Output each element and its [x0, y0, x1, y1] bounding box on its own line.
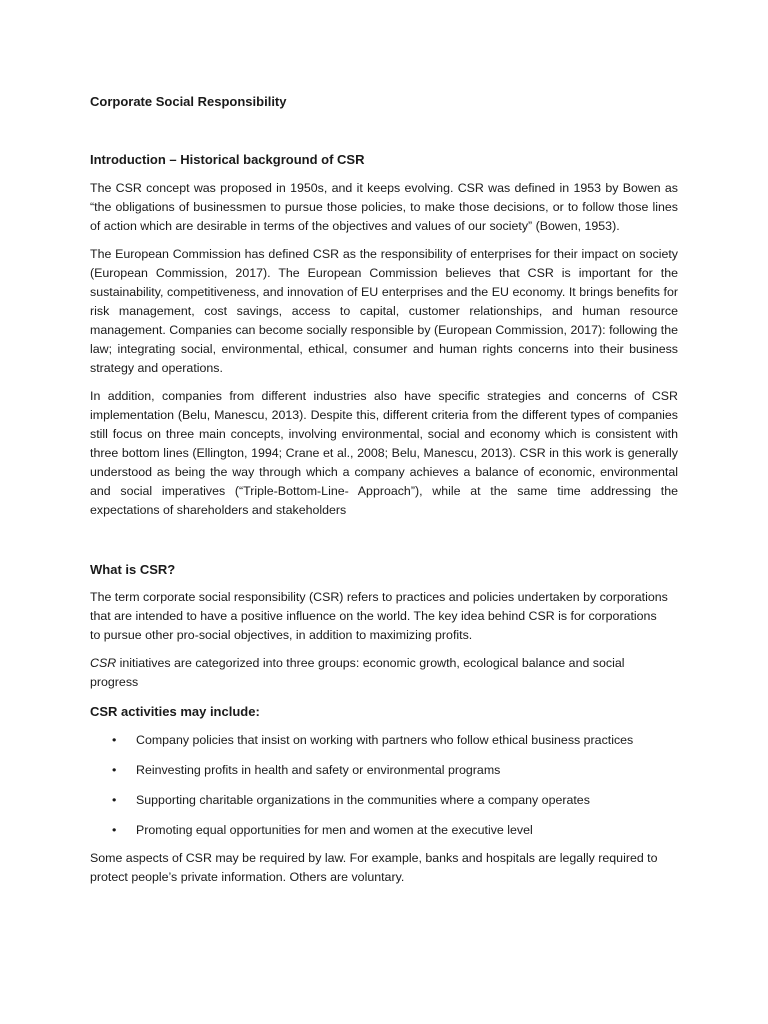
paragraph-csr-initiatives: [90, 654, 650, 692]
paragraph-european-commission: The European Commission has defined CSR as the responsibility of enterprises for their impact on society (European Commission, 2017). The European Commission believes that CSR is important for the sustainability, competitiveness, and innovation of EU enterprises and the EU economy. It brings benefits for risk management, cost savings, access to capital, customer relationships, and human resource management. Companies can become socially responsible by (European Commission, 2017): following the law; integrating social, environmental, ethical, consumer and human rights concerns into their business strategy and operations.: [90, 247, 678, 375]
activities-list: [90, 731, 690, 851]
bullet-icon: •: [112, 793, 117, 807]
list-item: [90, 761, 690, 791]
bullet-icon: •: [112, 733, 117, 747]
list-item: [90, 731, 690, 761]
paragraph-legal-requirements: Some aspects of CSR may be required by law. For example, banks and hospitals are legally required to protect people’s private information. Others are voluntary.: [90, 851, 658, 884]
activities-heading: CSR activities may include:: [90, 704, 260, 719]
list-item-text: Promoting equal opportunities for men and women at the executive level: [136, 823, 533, 837]
paragraph-triple-bottom-line: In addition, companies from different industries also have specific strategies and concerns of CSR implementation (Belu, Manescu, 2013). Despite this, different criteria from the different types of companies still focus on three main concepts, involving environmental, social and economy which is consistent with three bottom lines (Ellington, 1994; Crane et al., 2008; Belu, Manescu, 2013). CSR in this work is generally understood as being the way through which a company achieves a balance of economic, environmental and social imperatives (“Triple-Bottom-Line- Approach”), while at the same time addressing the expectations of shareholders and stakeholders: [90, 389, 678, 517]
bullet-icon: •: [112, 823, 117, 837]
list-item: [90, 821, 690, 851]
section-heading-introduction: Introduction – Historical background of CSR: [90, 152, 365, 167]
list-item-text: Company policies that insist on working with partners who follow ethical business practices: [136, 733, 634, 747]
csr-initiatives-text: initiatives are categorized into three groups: economic growth, ecological balance and social progress: [90, 656, 625, 689]
bullet-icon: •: [112, 763, 117, 777]
list-item-text: Reinvesting profits in health and safety or environmental programs: [136, 763, 501, 777]
section-heading-what-is-csr: What is CSR?: [90, 562, 176, 577]
list-item-text: Supporting charitable organizations in the communities where a company operates: [136, 793, 590, 807]
list-item: [90, 791, 690, 821]
document-title: Corporate Social Responsibility: [90, 94, 287, 109]
paragraph-bowen-definition: The CSR concept was proposed in 1950s, and it keeps evolving. CSR was defined in 1953 by Bowen as “the obligations of businessmen to pursue those policies, to make those decisions, or to follow those lines of action which are desirable in terms of the objectives and values of our society” (Bowen, 1953).: [90, 181, 678, 233]
paragraph-csr-term: The term corporate social responsibility (CSR) refers to practices and policies undertaken by corporations that are intended to have a positive influence on the world. The key idea behind CSR is for corporations to pursue other pro-social objectives, in addition to maximizing profits.: [90, 590, 668, 642]
csr-italic-word: CSR: [90, 656, 117, 670]
